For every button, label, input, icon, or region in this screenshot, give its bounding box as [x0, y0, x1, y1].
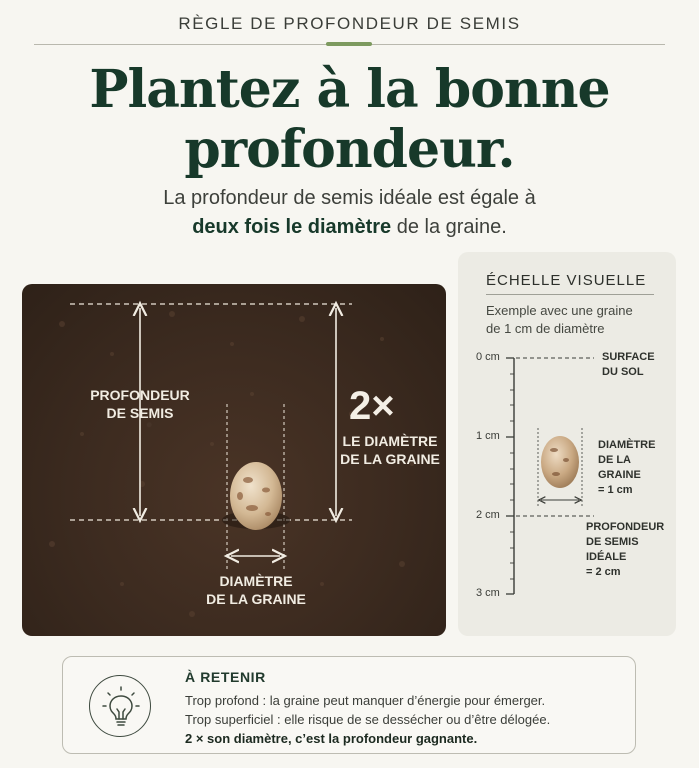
double-diameter-label	[340, 432, 440, 468]
takeaway-callout	[62, 656, 636, 754]
subtitle-line-2	[0, 213, 699, 242]
depth-label-line-1: PROFONDEUR	[90, 387, 190, 403]
scale-depth-note-line-2: DE SEMIS IDÉALE	[586, 536, 639, 563]
callout-line-too-shallow: Trop superficiel : elle risque de se dessécher ou d’être délogée.	[185, 712, 551, 727]
visual-scale-panel	[458, 252, 676, 636]
diameter-label-line-2: DE LA GRAINE	[206, 591, 306, 607]
depth-label-line-2: DE SEMIS	[106, 405, 174, 421]
scale-depth-note	[586, 520, 676, 580]
tick-label-3: 3 cm	[476, 587, 500, 599]
surface-note-line-1: SURFACE	[602, 351, 655, 363]
multiplier-label: 2×	[349, 384, 395, 428]
subtitle-emphasis: deux fois le diamètre	[192, 216, 392, 238]
scale-diameter-note-line-2: DE LA GRAINE	[598, 454, 641, 481]
tick-label-2: 2 cm	[476, 509, 500, 521]
tick-label-0: 0 cm	[476, 351, 500, 363]
scale-diameter-note-line-1: DIAMÈTRE	[598, 439, 656, 451]
callout-line-rule: 2 × son diamètre, c’est la profondeur gagnante.	[185, 731, 478, 746]
tick-label-1: 1 cm	[476, 430, 500, 442]
diameter-label	[204, 572, 308, 608]
page-headline	[0, 60, 699, 180]
lightbulb-icon-graphic	[90, 676, 152, 738]
surface-note-line-2: DU SOL	[602, 366, 644, 378]
scale-depth-note-line-3: = 2 cm	[586, 566, 621, 578]
kicker-accent-mark	[326, 42, 372, 46]
double-diameter-line-2: DE LA GRAINE	[340, 451, 440, 467]
ruler-major-ticks	[506, 358, 514, 594]
headline-line-2: profondeur.	[184, 119, 515, 180]
scale-diameter-note-line-3: = 1 cm	[598, 484, 633, 496]
scale-diameter-note	[598, 438, 676, 498]
callout-line-too-deep: Trop profond : la graine peut manquer d’énergie pour émerger.	[185, 693, 546, 708]
panel-description-line-1: Exemple avec une graine	[486, 303, 633, 318]
soil-diagram	[22, 284, 446, 636]
callout-title: À RETENIR	[185, 669, 266, 685]
scale-bean-seed	[541, 436, 579, 488]
page-subtitle	[0, 184, 699, 242]
subtitle-line-1: La profondeur de semis idéale est égale à	[163, 187, 536, 209]
lightbulb-icon	[89, 675, 151, 737]
panel-title: ÉCHELLE VISUELLE	[486, 272, 647, 289]
depth-label	[88, 386, 192, 422]
diameter-label-line-1: DIAMÈTRE	[219, 573, 293, 589]
double-diameter-line-1: LE DIAMÈTRE	[342, 433, 438, 449]
subtitle-tail: de la graine.	[391, 216, 507, 238]
headline-line-1: Plantez à la bonne	[89, 59, 610, 120]
panel-description-line-2: de 1 cm de diamètre	[486, 321, 605, 336]
section-kicker: RÈGLE DE PROFONDEUR DE SEMIS	[178, 14, 521, 33]
surface-note	[602, 350, 655, 380]
scale-depth-note-line-1: PROFONDEUR	[586, 521, 665, 533]
